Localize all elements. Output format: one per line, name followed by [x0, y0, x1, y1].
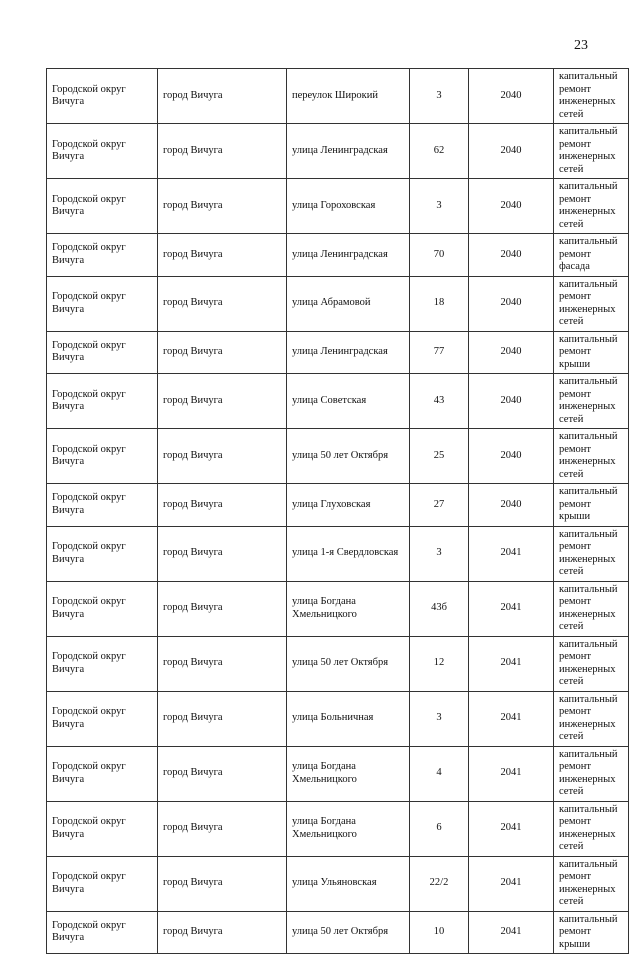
cell-city: город Вичуга: [158, 636, 287, 691]
cell-street: улица Ленинградская: [287, 234, 410, 277]
cell-okrug: Городской округ Вичуга: [47, 911, 158, 954]
cell-street: улица Богдана Хмельницкого: [287, 746, 410, 801]
cell-city: город Вичуга: [158, 179, 287, 234]
table-row: [47, 581, 629, 636]
table-row: [47, 69, 629, 124]
cell-house-number: 6: [410, 801, 469, 856]
cell-okrug: Городской округ Вичуга: [47, 124, 158, 179]
cell-work-type: капитальный ремонт крыши: [554, 484, 629, 527]
table-row: [47, 124, 629, 179]
table-row: [47, 484, 629, 527]
cell-year: 2041: [469, 691, 554, 746]
cell-work-type: капитальный ремонт инженерных сетей: [554, 276, 629, 331]
cell-street: улица Гороховская: [287, 179, 410, 234]
table-row: [47, 526, 629, 581]
cell-year: 2040: [469, 429, 554, 484]
cell-year: 2041: [469, 746, 554, 801]
table-row: [47, 331, 629, 374]
cell-year: 2041: [469, 856, 554, 911]
cell-okrug: Городской округ Вичуга: [47, 581, 158, 636]
cell-work-type: капитальный ремонт инженерных сетей: [554, 636, 629, 691]
cell-year: 2041: [469, 801, 554, 856]
cell-city: город Вичуга: [158, 331, 287, 374]
cell-house-number: 4: [410, 746, 469, 801]
cell-house-number: 77: [410, 331, 469, 374]
table-row: [47, 429, 629, 484]
cell-year: 2040: [469, 276, 554, 331]
cell-street: улица Больничная: [287, 691, 410, 746]
cell-house-number: 70: [410, 234, 469, 277]
cell-street: улица 1-я Свердловская: [287, 526, 410, 581]
cell-year: 2040: [469, 484, 554, 527]
cell-work-type: капитальный ремонт инженерных сетей: [554, 179, 629, 234]
cell-okrug: Городской округ Вичуга: [47, 276, 158, 331]
cell-house-number: 62: [410, 124, 469, 179]
cell-street: улица 50 лет Октября: [287, 636, 410, 691]
table-row: [47, 374, 629, 429]
cell-okrug: Городской округ Вичуга: [47, 429, 158, 484]
cell-okrug: Городской округ Вичуга: [47, 331, 158, 374]
cell-city: город Вичуга: [158, 69, 287, 124]
cell-house-number: 27: [410, 484, 469, 527]
table-row: [47, 691, 629, 746]
table-row: [47, 856, 629, 911]
cell-street: улица Ульяновская: [287, 856, 410, 911]
cell-work-type: капитальный ремонт инженерных сетей: [554, 124, 629, 179]
table-row: [47, 801, 629, 856]
cell-street: улица Глуховская: [287, 484, 410, 527]
cell-street: улица Ленинградская: [287, 124, 410, 179]
cell-okrug: Городской округ Вичуга: [47, 234, 158, 277]
cell-city: город Вичуга: [158, 911, 287, 954]
cell-year: 2040: [469, 179, 554, 234]
cell-city: город Вичуга: [158, 374, 287, 429]
cell-city: город Вичуга: [158, 484, 287, 527]
table-row: [47, 179, 629, 234]
cell-house-number: 3: [410, 69, 469, 124]
cell-work-type: капитальный ремонт инженерных сетей: [554, 801, 629, 856]
cell-year: 2041: [469, 911, 554, 954]
cell-okrug: Городской округ Вичуга: [47, 801, 158, 856]
cell-city: город Вичуга: [158, 276, 287, 331]
cell-year: 2040: [469, 331, 554, 374]
cell-year: 2041: [469, 526, 554, 581]
cell-house-number: 3: [410, 526, 469, 581]
cell-work-type: капитальный ремонт инженерных сетей: [554, 746, 629, 801]
cell-work-type: капитальный ремонт инженерных сетей: [554, 69, 629, 124]
cell-street: улица Абрамовой: [287, 276, 410, 331]
cell-city: город Вичуга: [158, 801, 287, 856]
cell-work-type: капитальный ремонт инженерных сетей: [554, 526, 629, 581]
cell-year: 2040: [469, 374, 554, 429]
cell-city: город Вичуга: [158, 856, 287, 911]
cell-okrug: Городской округ Вичуга: [47, 484, 158, 527]
cell-street: улица 50 лет Октября: [287, 911, 410, 954]
table-body: [47, 69, 629, 954]
cell-work-type: капитальный ремонт фасада: [554, 234, 629, 277]
cell-okrug: Городской округ Вичуга: [47, 746, 158, 801]
cell-work-type: капитальный ремонт инженерных сетей: [554, 374, 629, 429]
cell-house-number: 43б: [410, 581, 469, 636]
cell-street: улица 50 лет Октября: [287, 429, 410, 484]
cell-okrug: Городской округ Вичуга: [47, 179, 158, 234]
cell-city: город Вичуга: [158, 234, 287, 277]
cell-street: улица Ленинградская: [287, 331, 410, 374]
cell-okrug: Городской округ Вичуга: [47, 856, 158, 911]
cell-house-number: 3: [410, 691, 469, 746]
cell-year: 2040: [469, 124, 554, 179]
cell-okrug: Городской округ Вичуга: [47, 526, 158, 581]
table-row: [47, 276, 629, 331]
cell-year: 2041: [469, 581, 554, 636]
cell-year: 2040: [469, 69, 554, 124]
cell-house-number: 25: [410, 429, 469, 484]
table-row: [47, 746, 629, 801]
cell-house-number: 18: [410, 276, 469, 331]
table-row: [47, 636, 629, 691]
cell-house-number: 3: [410, 179, 469, 234]
table-row: [47, 234, 629, 277]
page-number: 23: [574, 38, 588, 53]
cell-year: 2041: [469, 636, 554, 691]
cell-year: 2040: [469, 234, 554, 277]
cell-okrug: Городской округ Вичуга: [47, 636, 158, 691]
cell-work-type: капитальный ремонт крыши: [554, 331, 629, 374]
cell-house-number: 10: [410, 911, 469, 954]
cell-work-type: капитальный ремонт инженерных сетей: [554, 856, 629, 911]
cell-city: город Вичуга: [158, 581, 287, 636]
cell-city: город Вичуга: [158, 526, 287, 581]
repair-schedule-table: [46, 68, 629, 954]
cell-street: переулок Широкий: [287, 69, 410, 124]
table-row: [47, 911, 629, 954]
cell-street: улица Советская: [287, 374, 410, 429]
cell-okrug: Городской округ Вичуга: [47, 374, 158, 429]
cell-work-type: капитальный ремонт крыши: [554, 911, 629, 954]
cell-street: улица Богдана Хмельницкого: [287, 581, 410, 636]
cell-work-type: капитальный ремонт инженерных сетей: [554, 429, 629, 484]
cell-city: город Вичуга: [158, 429, 287, 484]
cell-okrug: Городской округ Вичуга: [47, 69, 158, 124]
cell-city: город Вичуга: [158, 691, 287, 746]
cell-house-number: 43: [410, 374, 469, 429]
cell-okrug: Городской округ Вичуга: [47, 691, 158, 746]
cell-work-type: капитальный ремонт инженерных сетей: [554, 691, 629, 746]
cell-house-number: 22/2: [410, 856, 469, 911]
cell-city: город Вичуга: [158, 124, 287, 179]
cell-street: улица Богдана Хмельницкого: [287, 801, 410, 856]
cell-house-number: 12: [410, 636, 469, 691]
cell-city: город Вичуга: [158, 746, 287, 801]
cell-work-type: капитальный ремонт инженерных сетей: [554, 581, 629, 636]
